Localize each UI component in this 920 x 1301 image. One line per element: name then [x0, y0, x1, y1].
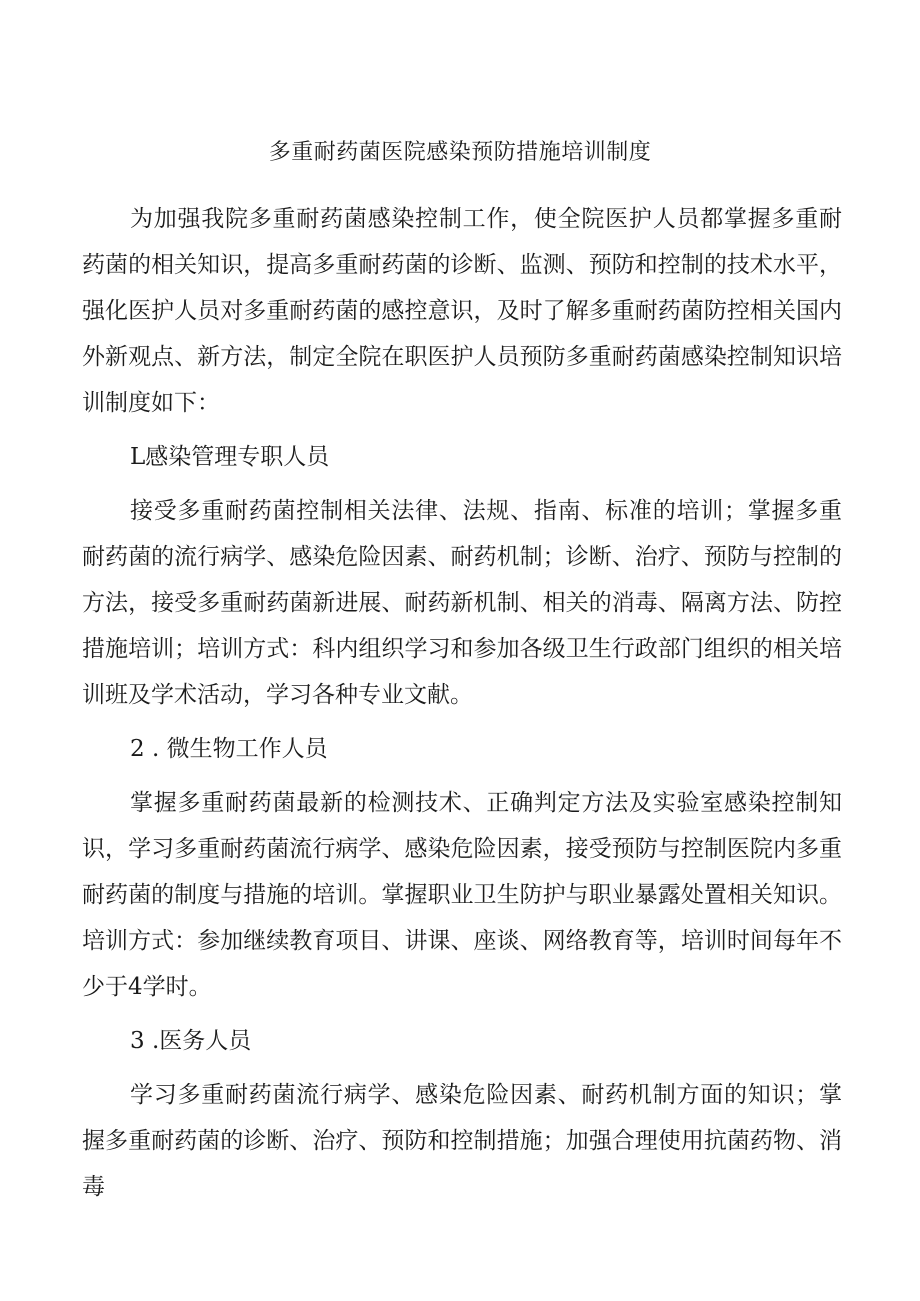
section-body-3: 学习多重耐药菌流行病学、感染危险因素、耐药机制方面的知识；掌握多重耐药菌的诊断、治疗、预防和控制措施；加强合理使用抗菌药物、消毒	[82, 1082, 842, 1200]
section-heading-3: 3 .医务人员	[130, 1028, 252, 1054]
section-body-2: 掌握多重耐药菌最新的检测技术、正确判定方法及实验室感染控制知识，学习多重耐药菌流行病学、感染危险因素，接受预防与控制医院内多重耐药菌的制度与措施的培训。掌握职业卫生防护与职业暴露处置相关知识。培训方式：参加继续教育项目、讲课、座谈、网络教育等，培训时间每年不少于4学时。	[82, 790, 842, 1000]
intro-paragraph: 为加强我院多重耐药菌感染控制工作，使全院医护人员都掌握多重耐药菌的相关知识，提高多重耐药菌的诊断、监测、预防和控制的技术水平，强化医护人员对多重耐药菌的感控意识，及时了解多重耐药菌防控相关国内外新观点、新方法，制定全院在职医护人员预防多重耐药菌感染控制知识培训制度如下：	[82, 206, 842, 416]
document-body	[82, 196, 842, 1216]
document-title: 多重耐药菌医院感染预防措施培训制度	[268, 140, 652, 165]
section-body-1: 接受多重耐药菌控制相关法律、法规、指南、标准的培训；掌握多重耐药菌的流行病学、感染危险因素、耐药机制；诊断、治疗、预防与控制的方法，接受多重耐药菌新进展、耐药新机制、相关的消毒、隔离方法、防控措施培训；培训方式：科内组织学习和参加各级卫生行政部门组织的相关培训班及学术活动，学习各种专业文献。	[82, 498, 842, 708]
section-heading-2: 2 . 微生物工作人员	[130, 736, 328, 762]
section-heading-1: L感染管理专职人员	[130, 444, 330, 470]
